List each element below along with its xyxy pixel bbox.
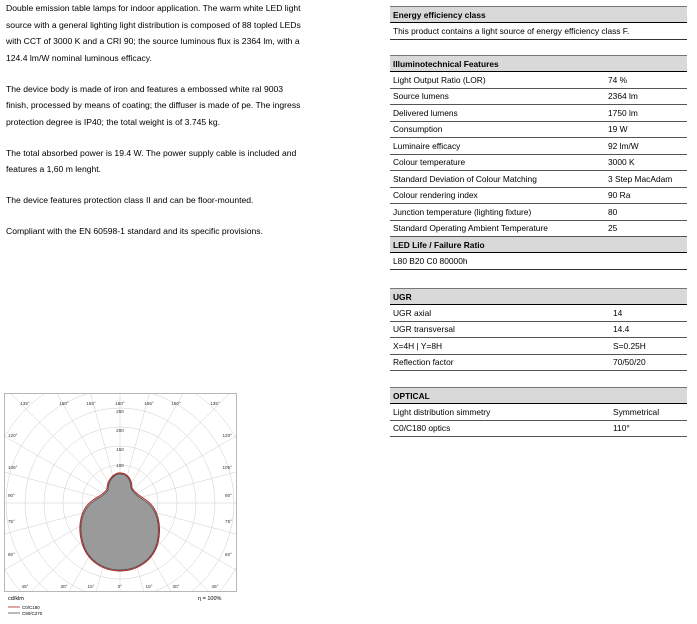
ugr-rows bbox=[390, 305, 687, 371]
spec-value: 70/50/20 bbox=[610, 354, 687, 371]
energy-class-text: This product contains a light source of energy efficiency class F. bbox=[390, 23, 687, 40]
spec-row bbox=[390, 171, 687, 188]
radial-value-label: 200 bbox=[116, 428, 124, 433]
spec-label: Delivered lumens bbox=[390, 105, 605, 122]
spec-row bbox=[390, 305, 687, 322]
angle-label: 165° bbox=[144, 401, 154, 406]
angle-label: 135° bbox=[210, 401, 220, 406]
spec-row bbox=[390, 72, 687, 89]
polar-efficiency-label: η = 100% bbox=[198, 596, 222, 602]
angle-label: 0° bbox=[117, 584, 123, 589]
angle-label: 150° bbox=[171, 401, 181, 406]
spec-value: 80 bbox=[605, 204, 687, 221]
angle-label: 15° bbox=[87, 584, 95, 589]
spec-row bbox=[390, 138, 687, 155]
angle-label: 60° bbox=[8, 552, 15, 557]
spec-label: UGR axial bbox=[390, 305, 610, 322]
section-title: OPTICAL bbox=[390, 388, 687, 404]
radial-value-label: 150 bbox=[116, 447, 124, 452]
description-paragraph: Double emission table lamps for indoor application. The warm white LED light source with a general lighting light distribution is composed of 88 topled LEDs with CCT of 3000 K and a CRI 90; the source luminous flux is 2364 lm, with a 124.4 lm/W nominal luminous efficacy. bbox=[6, 3, 301, 63]
angle-label: 105° bbox=[8, 465, 18, 470]
spec-value: 14.4 bbox=[610, 321, 687, 338]
spec-label: Luminaire efficacy bbox=[390, 138, 605, 155]
ugr-section bbox=[390, 288, 687, 371]
section-title: UGR bbox=[390, 289, 687, 305]
section-title: Illuminotechnical Features bbox=[390, 56, 687, 72]
angle-label: 60° bbox=[225, 552, 232, 557]
angle-label: 75° bbox=[225, 519, 232, 524]
section-title: Energy efficiency class bbox=[390, 7, 687, 23]
spec-label: Light Output Ratio (LOR) bbox=[390, 72, 605, 89]
spec-label: Source lumens bbox=[390, 88, 605, 105]
spec-label: Reflection factor bbox=[390, 354, 610, 371]
spec-row bbox=[390, 187, 687, 204]
spec-label: Light distribution simmetry bbox=[390, 404, 610, 421]
spec-row bbox=[390, 154, 687, 171]
spec-value: Symmetrical bbox=[610, 404, 687, 421]
spec-label: Colour temperature bbox=[390, 154, 605, 171]
energy-efficiency-section bbox=[390, 6, 687, 40]
spec-label: Junction temperature (lighting fixture) bbox=[390, 204, 605, 221]
spec-row bbox=[390, 220, 687, 237]
spec-row bbox=[390, 204, 687, 221]
spec-label: Consumption bbox=[390, 121, 605, 138]
led-life-value: L80 B20 C0 80000h bbox=[390, 253, 687, 270]
spec-row bbox=[390, 338, 687, 355]
angle-label: 30° bbox=[60, 584, 68, 589]
spec-row bbox=[390, 88, 687, 105]
radial-value-label: 250 bbox=[116, 409, 124, 414]
angle-label: 165° bbox=[86, 401, 96, 406]
spec-value: 1750 lm bbox=[605, 105, 687, 122]
spec-value: 2364 lm bbox=[605, 88, 687, 105]
angle-label: 135° bbox=[20, 401, 30, 406]
spec-label: X=4H | Y=8H bbox=[390, 338, 610, 355]
spec-value: 110° bbox=[610, 420, 687, 437]
spec-value: 19 W bbox=[605, 121, 687, 138]
legend-label-c90: C90/C270 bbox=[22, 611, 43, 616]
optical-rows bbox=[390, 404, 687, 437]
angle-label: 30° bbox=[172, 584, 180, 589]
spec-value: 25 bbox=[605, 220, 687, 237]
angle-label: 45° bbox=[21, 584, 29, 589]
description-paragraph: The device features protection class II and can be floor-mounted. bbox=[6, 195, 254, 205]
spec-label: Standard Deviation of Colour Matching bbox=[390, 171, 605, 188]
legend-label-c0: C0/C180 bbox=[22, 605, 40, 610]
angle-label: 45° bbox=[211, 584, 219, 589]
spec-label: Colour rendering index bbox=[390, 187, 605, 204]
angle-label: 90° bbox=[225, 493, 232, 498]
product-description bbox=[6, 0, 306, 254]
polar-diagram-svg bbox=[4, 393, 240, 619]
spec-value: 3 Step MacAdam bbox=[605, 171, 687, 188]
spec-row bbox=[390, 420, 687, 437]
optical-section bbox=[390, 387, 687, 437]
spec-row bbox=[390, 121, 687, 138]
spec-value: S=0.25H bbox=[610, 338, 687, 355]
polar-light-distribution-diagram bbox=[4, 393, 240, 619]
section-title: LED Life / Failure Ratio bbox=[390, 237, 687, 253]
description-paragraph: The device body is made of iron and features a embossed white ral 9003 finish, processed by means of coating; the diffuser is made of pe. The ingress protection degree is IP40; the total weight is of 3.745 kg. bbox=[6, 83, 301, 127]
spec-label: C0/C180 optics bbox=[390, 420, 610, 437]
angle-label: 180° bbox=[115, 401, 125, 406]
spec-row bbox=[390, 404, 687, 421]
radial-value-label: 100 bbox=[116, 463, 124, 468]
spec-row bbox=[390, 354, 687, 371]
description-paragraph: Compliant with the EN 60598-1 standard and its specific provisions. bbox=[6, 226, 263, 236]
spec-value: 14 bbox=[610, 305, 687, 322]
angle-label: 90° bbox=[8, 493, 15, 498]
illuminotechnical-rows bbox=[390, 72, 687, 237]
illuminotechnical-section bbox=[390, 55, 687, 270]
spec-label: UGR transversal bbox=[390, 321, 610, 338]
spec-label: Standard Operating Ambient Temperature bbox=[390, 220, 605, 237]
angle-label: 75° bbox=[8, 519, 15, 524]
angle-label: 150° bbox=[59, 401, 69, 406]
spec-value: 92 lm/W bbox=[605, 138, 687, 155]
description-paragraph: The total absorbed power is 19.4 W. The power supply cable is included and features a 1,60 m lenght. bbox=[6, 147, 297, 174]
angle-label: 15° bbox=[145, 584, 153, 589]
spec-row bbox=[390, 321, 687, 338]
angle-label: 120° bbox=[222, 433, 232, 438]
polar-unit-label: cd/klm bbox=[8, 596, 24, 602]
angle-label: 120° bbox=[8, 433, 18, 438]
spec-value: 74 % bbox=[605, 72, 687, 89]
spec-value: 90 Ra bbox=[605, 187, 687, 204]
spec-value: 3000 K bbox=[605, 154, 687, 171]
angle-label: 105° bbox=[222, 465, 232, 470]
spec-row bbox=[390, 105, 687, 122]
